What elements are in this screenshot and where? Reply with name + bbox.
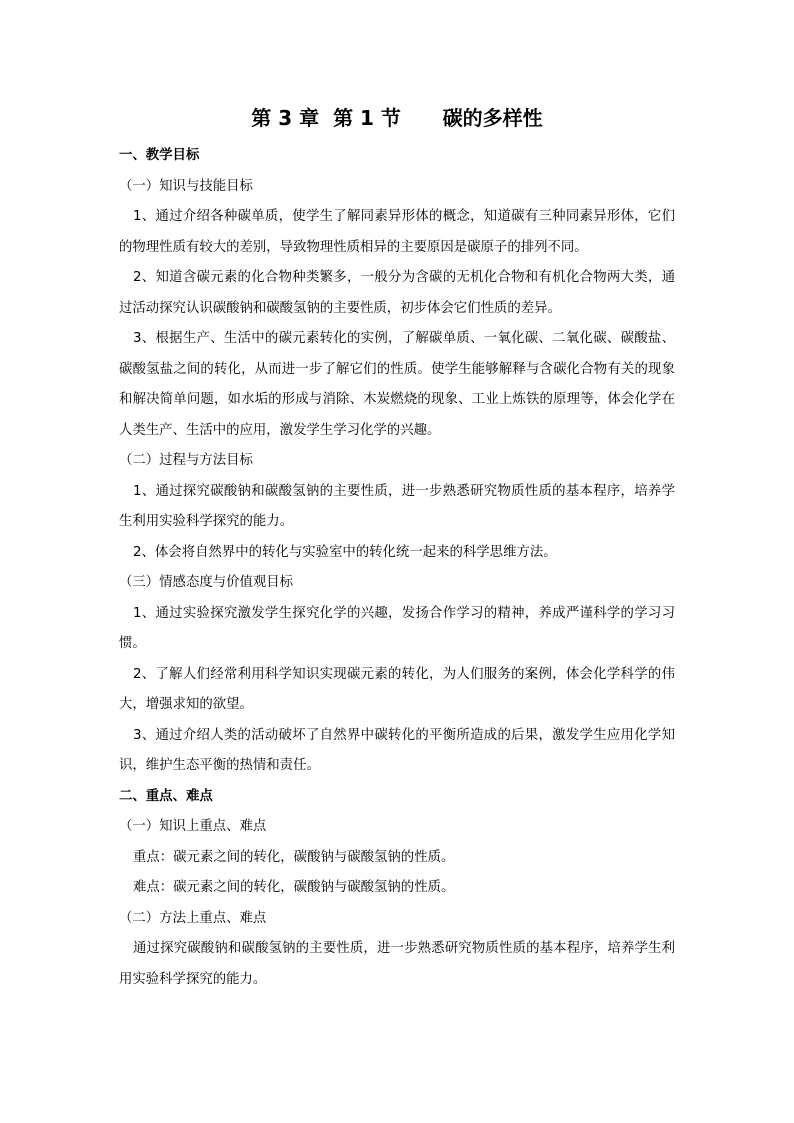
page-title: 第 3 章 第 1 节 碳的多样性 <box>251 106 543 130</box>
paragraph: 2、知道含碳元素的化合物种类繁多，一般分为含碳的无机化合物和有机化合物两大类，通过活动探究认识碳酸钠和碳酸氢钠的主要性质，初步体会它们性质的差异。 <box>119 270 675 316</box>
paragraph: 1、通过介绍各种碳单质，使学生了解同素异形体的概念，知道碳有三种同素异形体，它们的物理性质有较大的差别，导致物理性质相异的主要原因是碳原子的排列不同。 <box>119 209 675 255</box>
paragraph: 重点：碳元素之间的转化，碳酸钠与碳酸氢钠的性质。 <box>133 849 455 865</box>
section-heading-keypoints: 二、重点、难点 <box>119 788 213 804</box>
paragraph: 1、通过探究碳酸钠和碳酸氢钠的主要性质，进一步熟悉研究物质性质的基本程序，培养学生利用实验科学探究的能力。 <box>119 483 675 529</box>
paragraph: 通过探究碳酸钠和碳酸氢钠的主要性质，进一步熟悉研究物质性质的基本程序，培养学生利用实验科学探究的能力。 <box>119 941 675 987</box>
document-page <box>119 102 675 995</box>
subsection-heading-knowledge: （一）知识与技能目标 <box>119 178 253 194</box>
subsection-heading-method-keypoints: （二）方法上重点、难点 <box>119 910 267 926</box>
paragraph: 3、根据生产、生活中的碳元素转化的实例，了解碳单质、一氧化碳、二氧化碳、碳酸盐、碳酸氢盐之间的转化，从而进一步了解它们的性质。使学生能够解释与含碳化合物有关的现象和解决简单问题，如水垢的形成与消除、木炭燃烧的现象、工业上炼铁的原理等，体会化学在人类生产、生活中的应用，激发学生学习化学的兴趣。 <box>119 331 675 438</box>
paragraph: 2、体会将自然界中的转化与实验室中的转化统一起来的科学思维方法。 <box>133 544 557 560</box>
subsection-heading-attitude: （三）情感态度与价值观目标 <box>119 575 294 590</box>
subsection-heading-knowledge-keypoints: （一）知识上重点、难点 <box>119 819 267 834</box>
paragraph: 1、通过实验探究激发学生探究化学的兴趣，发扬合作学习的精神，养成严谨科学的学习习惯。 <box>119 605 675 651</box>
section-heading-objectives: 一、教学目标 <box>119 148 200 163</box>
paragraph: 2、了解人们经常利用科学知识实现碳元素的转化，为人们服务的案例，体会化学科学的伟大，增强求知的欲望。 <box>119 666 675 712</box>
subsection-heading-process: （二）过程与方法目标 <box>119 453 253 468</box>
paragraph: 难点：碳元素之间的转化，碳酸钠与碳酸氢钠的性质。 <box>133 880 455 895</box>
paragraph: 3、通过介绍人类的活动破坏了自然界中碳转化的平衡所造成的后果，激发学生应用化学知识，维护生态平衡的热情和责任。 <box>119 727 675 773</box>
